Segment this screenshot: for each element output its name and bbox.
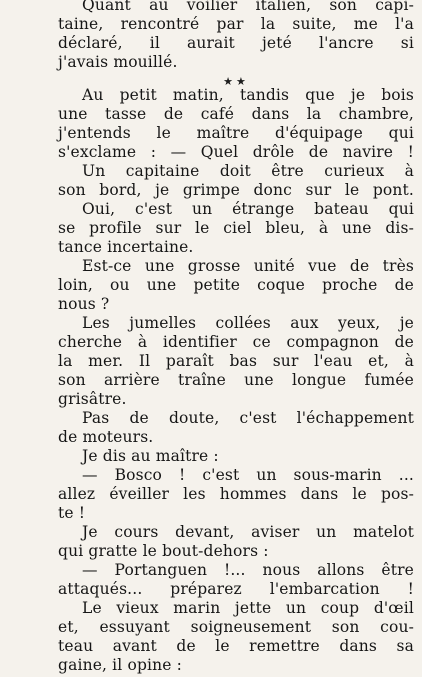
text-line: se profile sur le ciel bleu, à une dis- bbox=[58, 219, 414, 237]
text-line: Est-ce une grosse unité vue de très bbox=[82, 257, 414, 275]
text-line: j'avais mouillé. bbox=[58, 53, 178, 71]
text-line: une tasse de café dans la chambre, bbox=[58, 105, 414, 123]
text-line: s'exclame : — Quel drôle de navire ! bbox=[58, 143, 414, 161]
text-line: Oui, c'est un étrange bateau qui bbox=[82, 200, 414, 218]
text-line: son bord, je grimpe donc sur le pont. bbox=[58, 181, 414, 199]
text-line: Quant au voilier italien, son capi- bbox=[82, 0, 414, 14]
text-line: — Portanguen !... nous allons être bbox=[82, 561, 414, 579]
section-separator: ★★ bbox=[223, 75, 249, 88]
text-line: Le vieux marin jette un coup d'œil bbox=[82, 599, 414, 617]
text-line: déclaré, il aurait jeté l'ancre si bbox=[58, 34, 414, 52]
text-line: cherche à identifier ce compagnon de bbox=[58, 333, 414, 351]
text-line: grisâtre. bbox=[58, 390, 127, 408]
text-line: Je dis au maître : bbox=[82, 447, 219, 465]
text-line: taine, rencontré par la suite, me l'a bbox=[58, 15, 414, 33]
text-line: nous ? bbox=[58, 295, 110, 313]
text-line: — Bosco ! c'est un sous-marin ... bbox=[82, 466, 414, 484]
text-line: tance incertaine. bbox=[58, 238, 194, 256]
text-line: de moteurs. bbox=[58, 428, 154, 446]
text-line: j'entends le maître d'équipage qui bbox=[58, 124, 414, 142]
text-line: Au petit matin, tandis que je bois bbox=[82, 86, 414, 104]
text-line: la mer. Il paraît bas sur l'eau et, à bbox=[58, 352, 414, 370]
text-line: Je cours devant, aviser un matelot bbox=[82, 523, 414, 541]
text-line: Les jumelles collées aux yeux, je bbox=[82, 314, 414, 332]
text-line: qui gratte le bout-dehors : bbox=[58, 542, 269, 560]
text-line: et, essuyant soigneusement son cou- bbox=[58, 618, 414, 636]
text-line: te ! bbox=[58, 504, 86, 522]
text-line: Pas de doute, c'est l'échappement bbox=[82, 409, 414, 427]
text-line: son arrière traîne une longue fumée bbox=[58, 371, 414, 389]
text-line: allez éveiller les hommes dans le pos- bbox=[58, 485, 414, 503]
text-line: teau avant de le remettre dans sa bbox=[58, 637, 414, 655]
text-line: loin, ou une petite coque proche de bbox=[58, 276, 414, 294]
text-line: Un capitaine doit être curieux à bbox=[82, 162, 414, 180]
text-line: attaqués... préparez l'embarcation ! bbox=[58, 580, 414, 598]
text-line: gaine, il opine : bbox=[58, 656, 183, 674]
